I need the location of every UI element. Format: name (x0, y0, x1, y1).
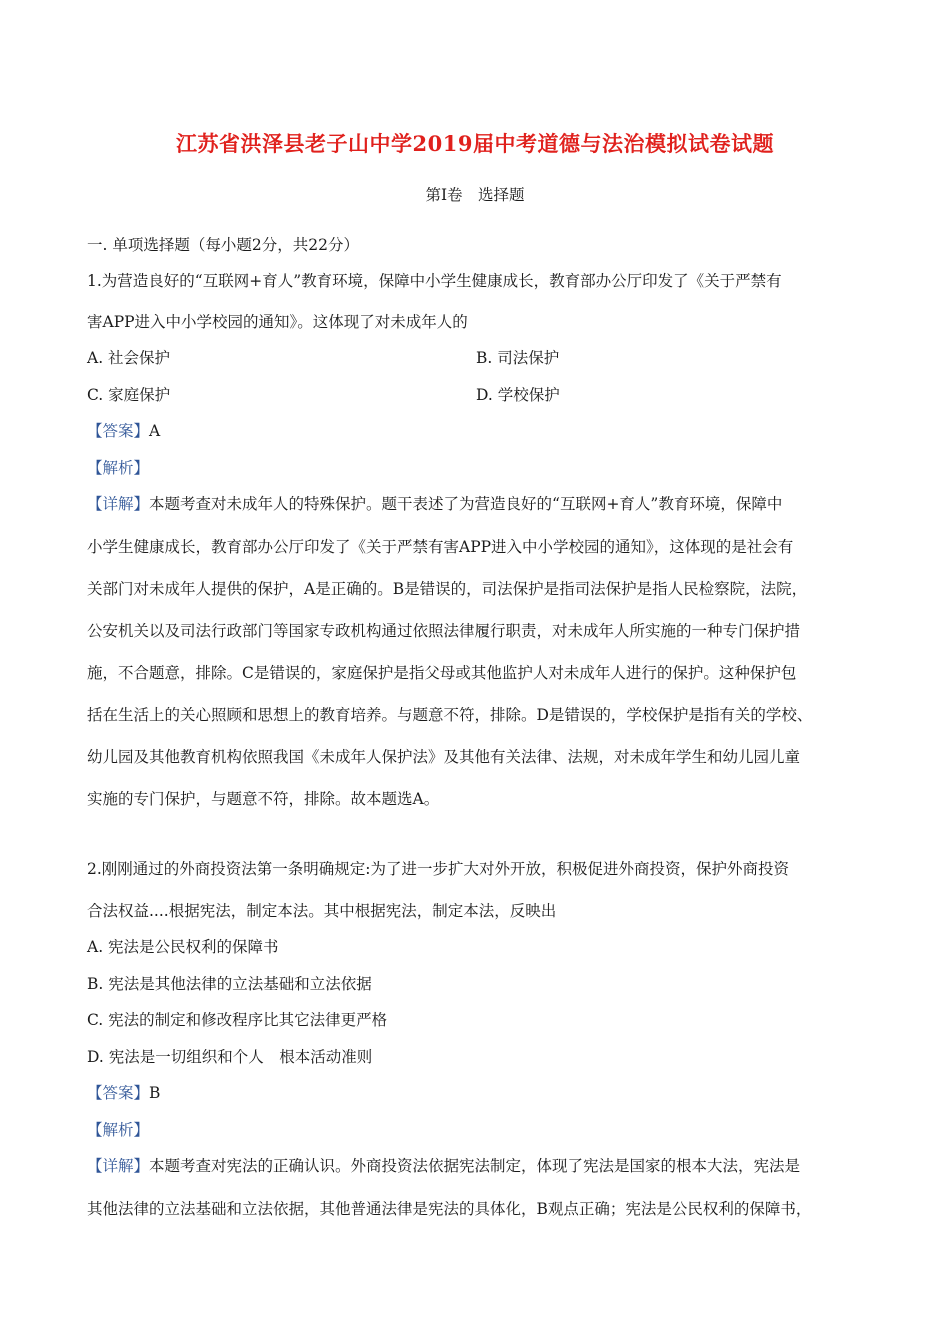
q2-stem-line1: 2.刚刚通过的外商投资法第一条明确规定:为了进一步扩大对外开放，积极促进外商投资，保护外商投资 (87, 860, 790, 878)
q2-stem-line2: 合法权益....根据宪法，制定本法。其中根据宪法，制定本法，反映出 (87, 902, 557, 920)
part-heading: 一. 单项选择题（每小题2分，共22分） (87, 236, 359, 254)
q1-detail-line (87, 493, 782, 515)
q1-detail-line: 小学生健康成长，教育部办公厅印发了《关于严禁有害APP进入中小学校园的通知》，这体现的是社会有 (87, 538, 794, 556)
q1-option-c: C. 家庭保护 (87, 386, 171, 404)
q1-analysis-tag: 【解析】 (87, 459, 150, 477)
q1-detail-line: 关部门对未成年人提供的保护，A是正确的。B是错误的，司法保护是指司法保护是指人民检察院，法院， (87, 580, 808, 598)
q1-option-b: B. 司法保护 (476, 349, 560, 367)
section-heading: 第Ⅰ卷 选择题 (425, 186, 525, 204)
answer-tag: 【答案】 (87, 422, 150, 440)
answer-value: B (149, 1084, 161, 1102)
q2-detail-line: 其他法律的立法基础和立法依据，其他普通法律是宪法的具体化，B观点正确；宪法是公民权利的保障书， (87, 1200, 812, 1218)
q1-detail-line: 幼儿园及其他教育机构依照我国《未成年人保护法》及其他有关法律、法规，对未成年学生和幼儿园儿童 (87, 748, 801, 766)
answer-tag: 【答案】 (87, 1084, 150, 1102)
q2-answer (87, 1082, 160, 1104)
q1-stem-line1: 1.为营造良好的“互联网+育人”教育环境，保障中小学生健康成长，教育部办公厅印发了《关于严禁有 (87, 272, 782, 290)
q1-stem-line2: 害APP进入中小学校园的通知》。这体现了对未成年人的 (87, 313, 468, 331)
q1-option-a: A. 社会保护 (87, 349, 171, 367)
detail-text: 本题考查对未成年人的特殊保护。题干表述了为营造良好的“互联网+育人”教育环境，保障中 (149, 495, 783, 513)
document-title: 江苏省洪泽县老子山中学2019届中考道德与法治模拟试卷试题 (176, 131, 774, 156)
q1-detail-line: 实施的专门保护，与题意不符，排除。故本题选A。 (87, 790, 440, 808)
q2-option-d: D. 宪法是一切组织和个人 根本活动准则 (87, 1048, 373, 1066)
q1-option-d: D. 学校保护 (476, 386, 560, 404)
q2-option-a: A. 宪法是公民权利的保障书 (87, 938, 279, 956)
q2-option-c: C. 宪法的制定和修改程序比其它法律更严格 (87, 1011, 388, 1029)
detail-text: 本题考查对宪法的正确认识。外商投资法依据宪法制定，体现了宪法是国家的根本大法，宪法是 (149, 1157, 801, 1175)
answer-value: A (149, 422, 161, 440)
detail-tag: 【详解】 (87, 1157, 150, 1175)
q1-answer (87, 420, 160, 442)
q1-detail-line: 公安机关以及司法行政部门等国家专政机构通过依照法律履行职责，对未成年人所实施的一种专门保护措 (87, 622, 801, 640)
q1-detail-line: 施，不合题意，排除。C是错误的，家庭保护是指父母或其他监护人对未成年人进行的保护。这种保护包 (87, 664, 797, 682)
q2-analysis-tag: 【解析】 (87, 1121, 150, 1139)
q2-option-b: B. 宪法是其他法律的立法基础和立法依据 (87, 975, 372, 993)
detail-tag: 【详解】 (87, 495, 150, 513)
q2-detail-line (87, 1155, 800, 1177)
q1-detail-line: 括在生活上的关心照顾和思想上的教育培养。与题意不符，排除。D是错误的，学校保护是指有关的学校、 (87, 706, 813, 724)
